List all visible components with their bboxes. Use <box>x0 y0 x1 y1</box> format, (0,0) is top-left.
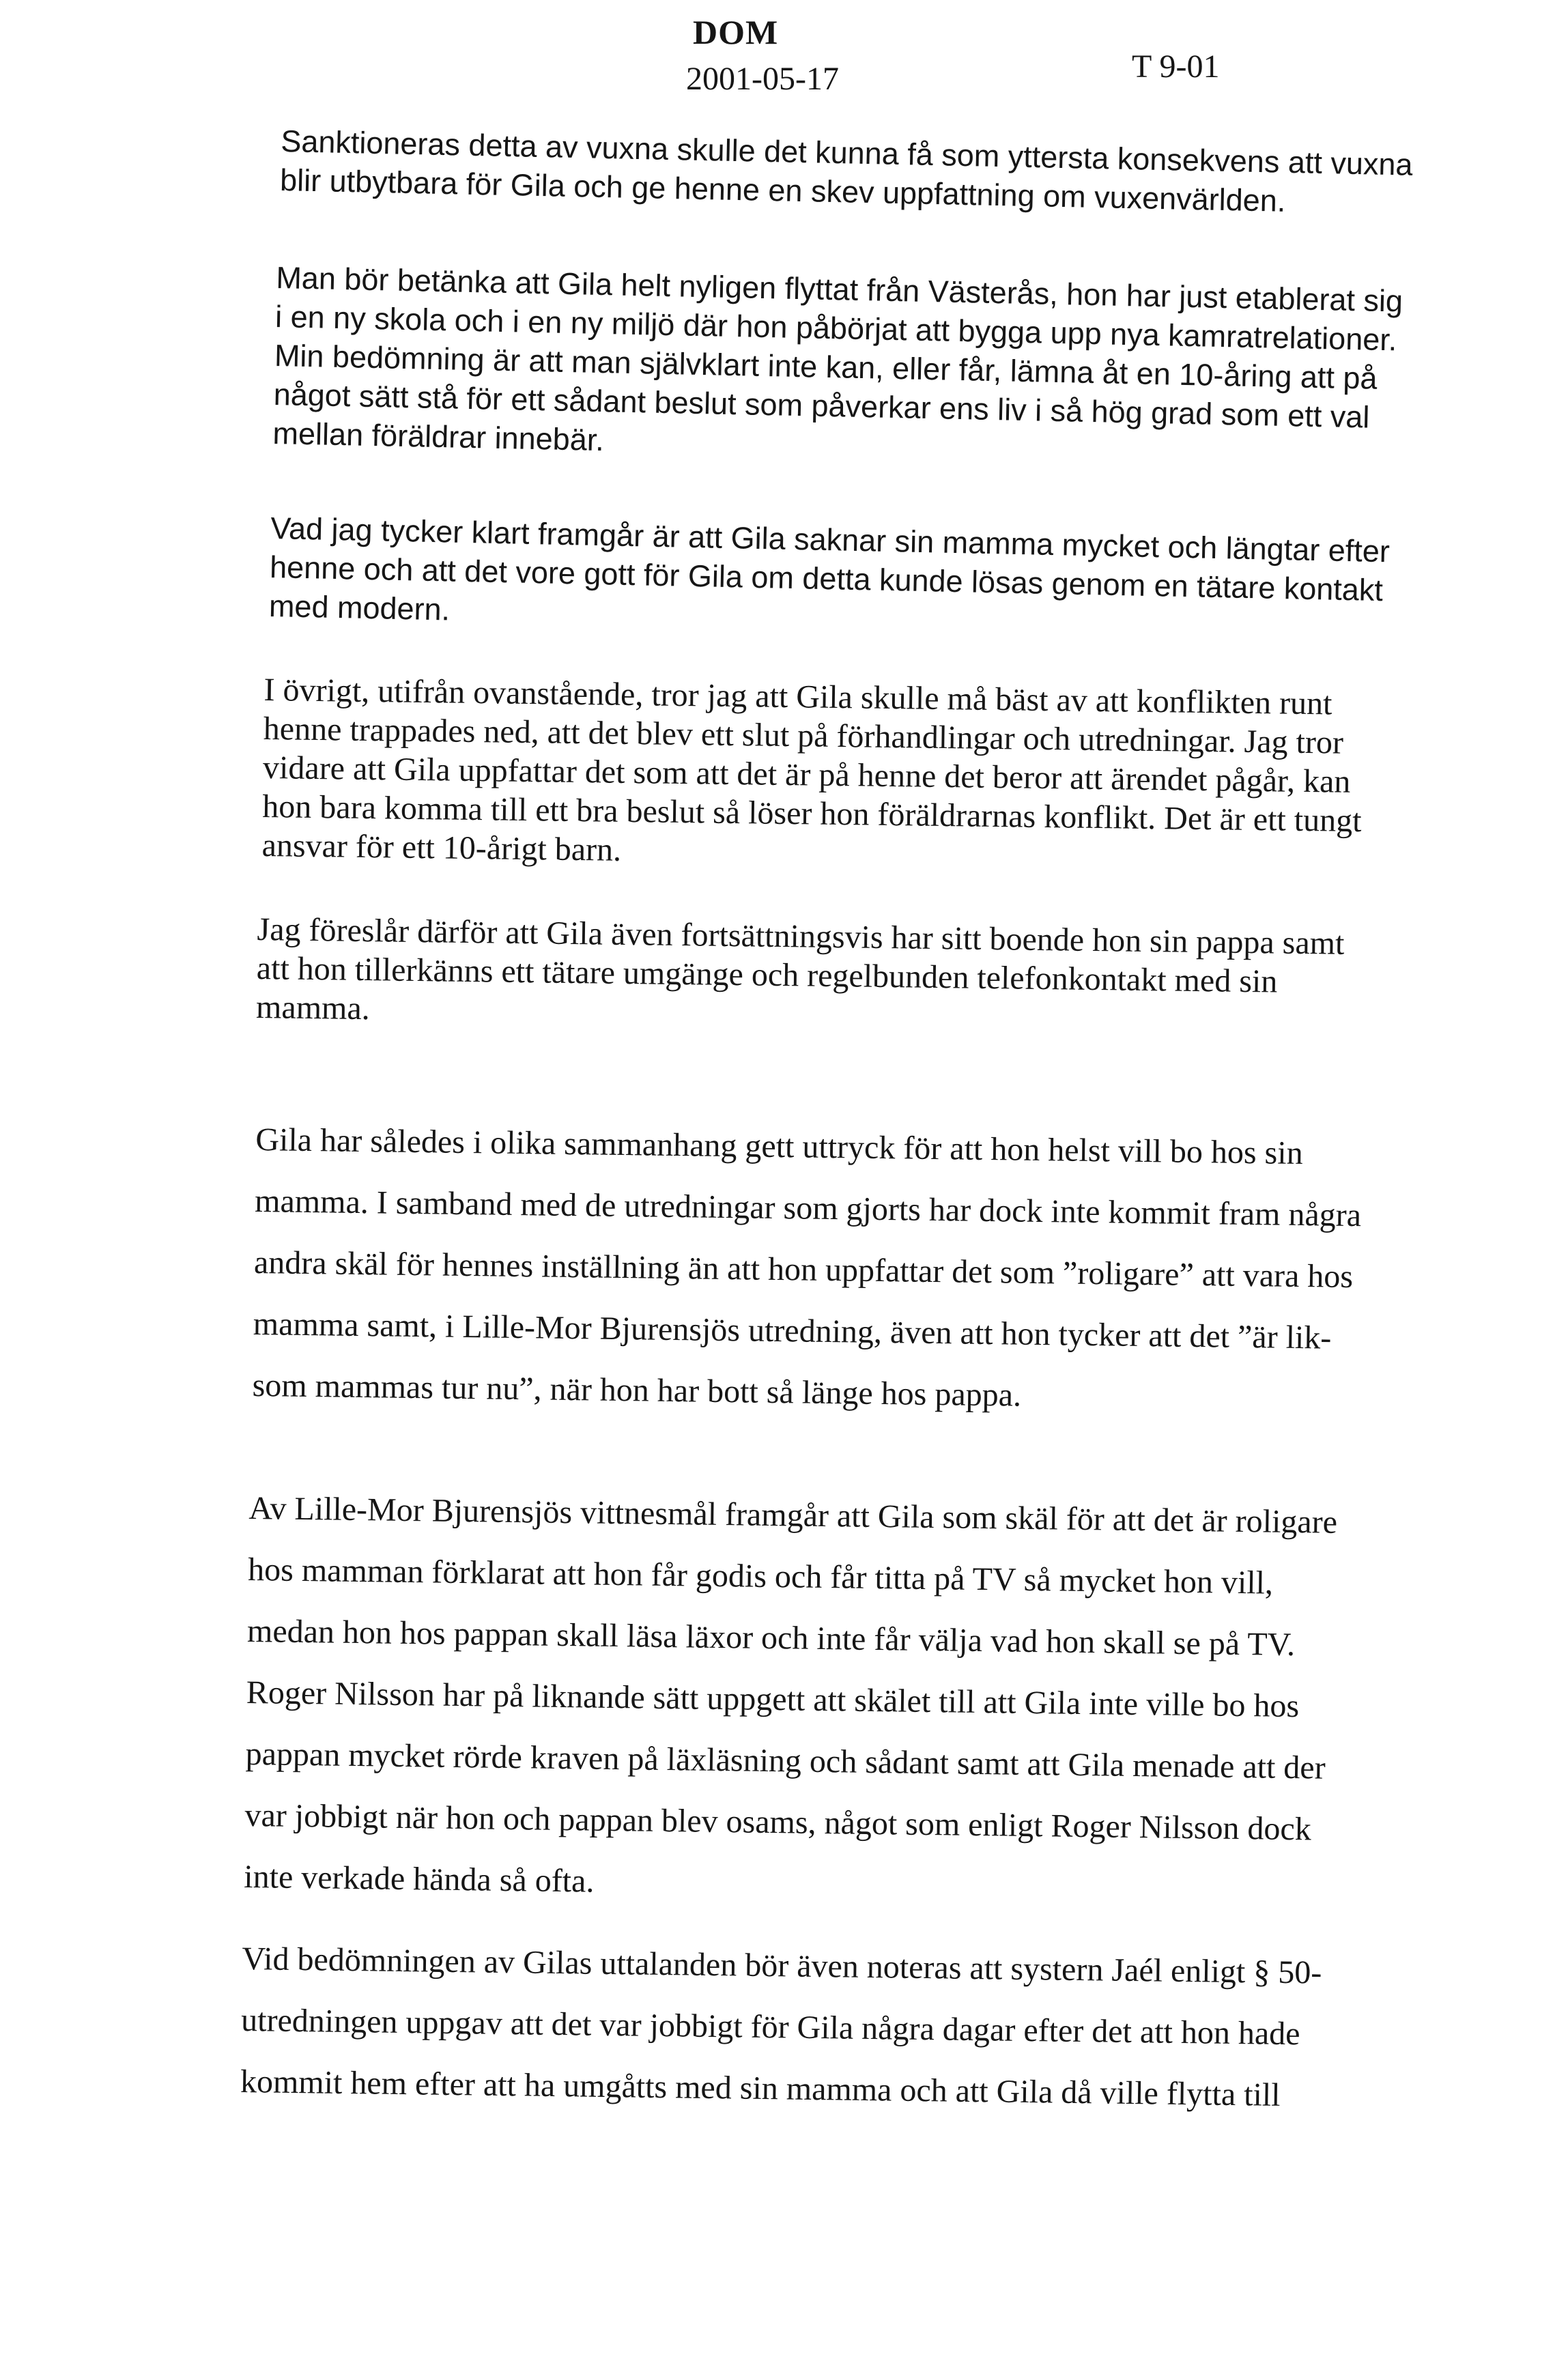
paragraph: I övrigt, utifrån ovanstående, tror jag att Gila skulle må bäst av att konflikten runt henne trappades ned, att det blev ett slut på förhandlingar och utredningar. Jag tror vidare att Gila uppfattar det som att det är på henne det beror att ärendet pågår, kan hon bara komma till ett bra beslut så löser hon föräldrarnas konflikt. Det är ett tungt ansvar för ett 10-årigt barn. <box>261 671 1362 868</box>
paragraph: Sanktioneras detta av vuxna skulle det kunna få som yttersta konsekvens att vuxna blir utbytbara för Gila och ge henne en skev uppfattning om vuxenvärlden. <box>279 123 1414 218</box>
paragraph: Gila har således i olika sammanhang gett uttryck för att hon helst vill bo hos sin mamma. I samband med de utredningar som gjorts har dock inte kommit fram några andra skäl för hennes inställning än att hon uppfattar det som ”roligare” att vara hos mamma samt, i Lille-Mor Bjurensjös utredning, även att hon tycker att det ”är lik- som mammas tur nu”, när hon har bott så länge hos pappa. <box>252 1121 1362 1414</box>
paragraph: Vid bedömningen av Gilas uttalanden bör även noteras att systern Jaél enligt § 50- utredningen uppgav att det var jobbigt för Gila några dagar efter det att hon hade kommit hem efter att ha umgåtts med sin mamma och att Gila då ville flytta till <box>240 1940 1322 2113</box>
case-number: T 9-01 <box>1132 48 1220 85</box>
paragraph: Vad jag tycker klart framgår är att Gila saknar sin mamma mycket och längtar efter henne och att det vore gott för Gila om detta kunde lösas genom en tätare kontakt med modern. <box>268 510 1391 627</box>
paragraph: Man bör betänka att Gila helt nyligen flyttat från Västerås, hon har just etablerat sig i en ny skola och i en ny miljö där hon påbörjat att bygga upp nya kamratrelationer. Min bedömning är att man självklart inte kan, eller får, lämna åt en 10-åring att på något sätt stå för ett sådant beslut som påverkar ens liv i så hög grad som ett val mellan föräldrar innebär. <box>272 259 1403 458</box>
document-title: DOM <box>693 13 779 51</box>
paragraph: Jag föreslår därför att Gila även fortsättningsvis har sitt boende hon sin pappa samt att hon tillerkänns ett tätare umgänge och regelbunden telefonkontakt med sin mamma. <box>255 911 1345 1027</box>
paragraph: Av Lille-Mor Bjurensjös vittnesmål framgår att Gila som skäl för att det är roligare hos mamman förklarat att hon får godis och får titta på TV så mycket hon vill, medan hon hos pappan skall läsa läxor och inte får välja vad hon skall se på TV. Roger Nilsson har på liknande sätt uppgett att skälet till att Gila inte ville bo hos pappan mycket rörde kraven på läxläsning och sådant samt att Gila menade att der var jobbigt när hon och pappan blev osams, något som enligt Roger Nilsson dock inte verkade hända så ofta. <box>244 1489 1338 1900</box>
document-date: 2001-05-17 <box>686 61 839 97</box>
